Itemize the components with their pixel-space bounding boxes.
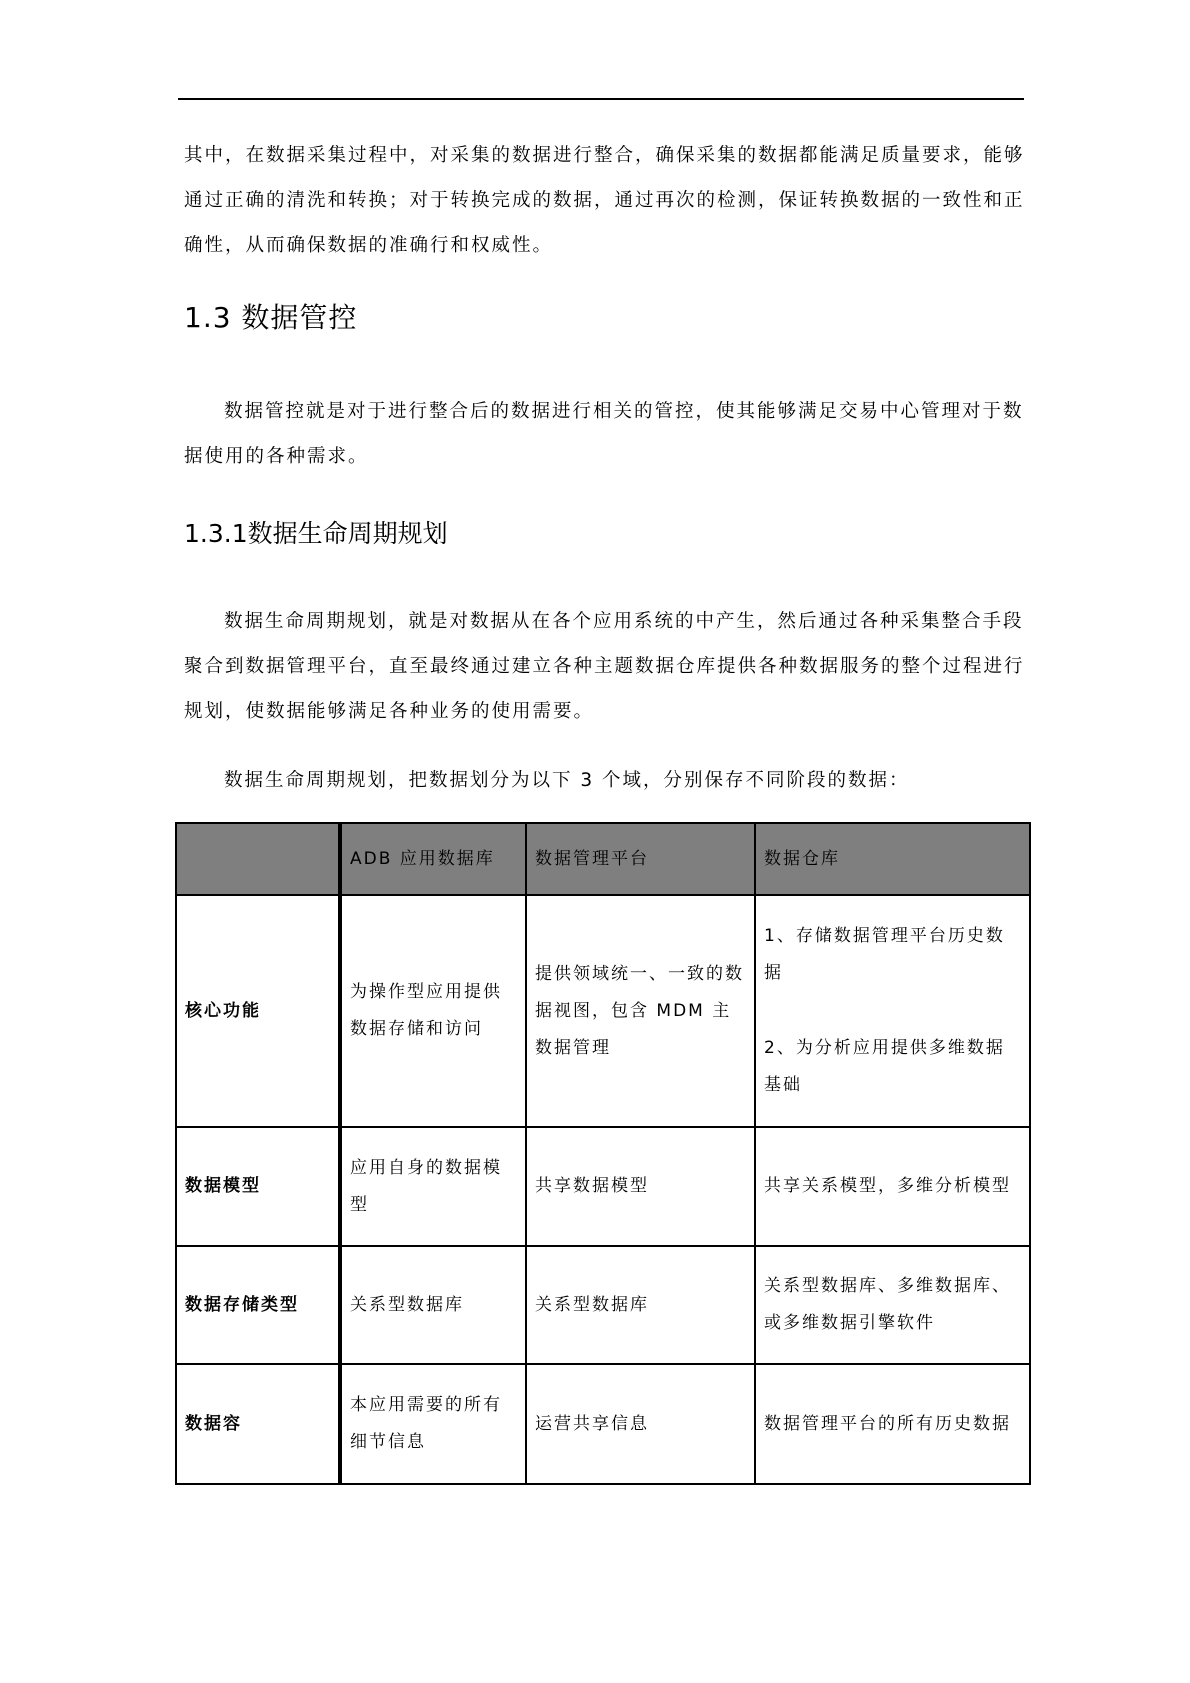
table-cell: 关系型数据库、多维数据库、或多维数据引擎软件 — [755, 1246, 1030, 1364]
table-cell-line: 1、存储数据管理平台历史数据 — [764, 926, 1005, 983]
paragraph-data-integration: 其中，在数据采集过程中，对采集的数据进行整合，确保采集的数据都能满足质量要求，能够通过正确的清洗和转换；对于转换完成的数据，通过再次的检测，保证转换数据的一致性和正确性，从而确保数据的准确行和权威性。 — [184, 145, 1025, 256]
subsection-heading-lifecycle: 1.3.1数据生命周期规划 — [184, 519, 448, 548]
table-header-adb: ADB 应用数据库 — [340, 823, 526, 895]
table-cell: 为操作型应用提供数据存储和访问 — [340, 895, 526, 1127]
cell-spacer — [764, 992, 1021, 1030]
table-cell: 共享数据模型 — [526, 1127, 755, 1246]
table-cell: 关系型数据库 — [340, 1246, 526, 1364]
table-cell: 提供领域统一、一致的数据视图，包含 MDM 主数据管理 — [526, 895, 755, 1127]
table-row — [176, 1127, 1030, 1246]
table-row — [176, 1364, 1030, 1484]
table-header-cell-empty — [176, 823, 340, 895]
paragraph-lifecycle-intro: 数据生命周期规划，就是对数据从在各个应用系统的中产生，然后通过各种采集整合手段聚合到数据管理平台，直至最终通过建立各种主题数据仓库提供各种数据服务的整个过程进行规划，使数据能够满足各种业务的使用需要。 — [184, 611, 1025, 722]
table-cell: 共享关系模型，多维分析模型 — [755, 1127, 1030, 1246]
table-row — [176, 1246, 1030, 1364]
row-label-data-content: 数据容 — [176, 1364, 340, 1484]
table-cell: 本应用需要的所有细节信息 — [340, 1364, 526, 1484]
row-label-storage-type: 数据存储类型 — [176, 1246, 340, 1364]
row-label-data-model: 数据模型 — [176, 1127, 340, 1246]
table-header-row — [176, 823, 1030, 895]
paragraph-data-governance: 数据管控就是对于进行整合后的数据进行相关的管控，使其能够满足交易中心管理对于数据使用的各种需求。 — [184, 401, 1024, 467]
paragraph-lifecycle-domains: 数据生命周期规划，把数据划分为以下 3 个域，分别保存不同阶段的数据： — [224, 770, 910, 791]
header-rule — [178, 98, 1024, 100]
table-header-data-warehouse: 数据仓库 — [755, 823, 1030, 895]
table-cell — [755, 895, 1030, 1127]
table-cell: 关系型数据库 — [526, 1246, 755, 1364]
table-header-data-platform: 数据管理平台 — [526, 823, 755, 895]
table-cell: 数据管理平台的所有历史数据 — [755, 1364, 1030, 1484]
row-label-core-function: 核心功能 — [176, 895, 340, 1127]
table-cell: 应用自身的数据模型 — [340, 1127, 526, 1246]
data-domain-table — [175, 822, 1031, 1485]
table-cell: 运营共享信息 — [526, 1364, 755, 1484]
table-row — [176, 895, 1030, 1127]
table-cell-line: 2、为分析应用提供多维数据基础 — [764, 1038, 1005, 1095]
section-heading-data-governance: 1.3 数据管控 — [184, 301, 358, 334]
